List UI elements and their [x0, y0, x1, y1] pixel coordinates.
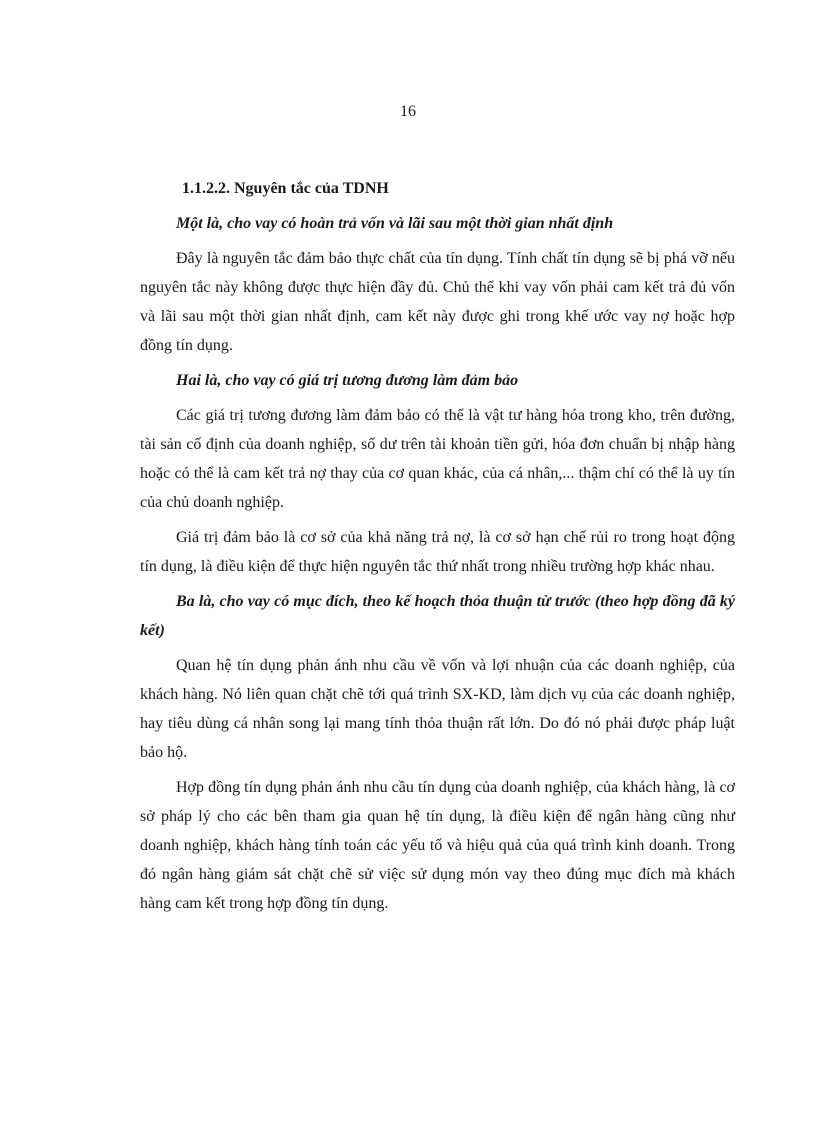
body-paragraph: Quan hệ tín dụng phản ánh nhu cầu về vốn và lợi nhuận của các doanh nghiệp, của khách hàng. Nó liên quan chặt chẽ tới quá trình SX-KD, làm dịch vụ của các doanh nghiệp, hay tiêu dùng cá nhân song lại mang tính thỏa thuận rất lớn. Do đó nó phải được pháp luật bảo hộ.: [140, 657, 735, 761]
principle-heading: Hai là, cho vay có giá trị tương đương làm đảm bảo: [176, 372, 519, 389]
principle-heading: Ba là, cho vay có mục đích, theo kế hoạch thỏa thuận từ trước (theo hợp đồng đã ký kết): [140, 593, 735, 639]
body-paragraph: Hợp đồng tín dụng phản ánh nhu cầu tín dụng của doanh nghiệp, của khách hàng, là cơ sở pháp lý cho các bên tham gia quan hệ tín dụng, là điều kiện để ngân hàng cũng như doanh nghiệp, khách hàng tính toán các yếu tố và hiệu quả của quá trình kinh doanh. Trong đó ngân hàng giám sát chặt chẽ sử việc sử dụng món vay theo đúng mục đích mà khách hàng cam kết trong hợp đồng tín dụng.: [140, 779, 735, 912]
page-content: [140, 174, 735, 924]
body-paragraph: Đây là nguyên tắc đảm bảo thực chất của tín dụng. Tính chất tín dụng sẽ bị phá vỡ nếu nguyên tắc này không được thực hiện đầy đủ. Chủ thể khi vay vốn phải cam kết trả đủ vốn và lãi sau một thời gian nhất định, cam kết này được ghi trong khế ước vay nợ hoặc hợp đồng tín dụng.: [140, 250, 735, 354]
body-paragraph: Giá trị đảm bảo là cơ sở của khả năng trả nợ, là cơ sở hạn chế rủi ro trong hoạt động tín dụng, là điều kiện để thực hiện nguyên tắc thứ nhất trong nhiều trường hợp khác nhau.: [140, 529, 735, 575]
body-paragraph: Các giá trị tương đương làm đảm bảo có thể là vật tư hàng hóa trong kho, trên đường, tài sản cố định của doanh nghiệp, số dư trên tài khoản tiền gửi, hóa đơn chuẩn bị nhập hàng hoặc có thể là cam kết trả nợ thay của cơ quan khác, của cá nhân,... thậm chí có thể là uy tín của chủ doanh nghiệp.: [140, 407, 735, 511]
page-number: 16: [400, 103, 416, 120]
principle-heading: Một là, cho vay có hoàn trả vốn và lãi sau một thời gian nhất định: [176, 215, 614, 232]
section-body: [140, 209, 735, 918]
section-heading: 1.1.2.2. Nguyên tắc của TDNH: [182, 180, 389, 197]
